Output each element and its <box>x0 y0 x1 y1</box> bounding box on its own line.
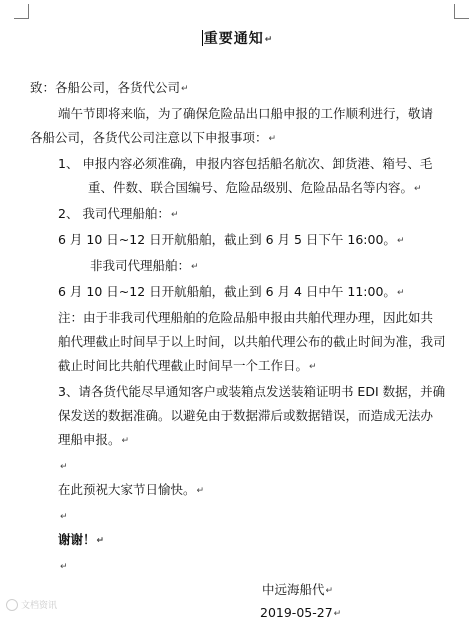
paragraph-mark: ↵ <box>414 184 422 194</box>
item-1-line-2 <box>88 180 422 197</box>
intro-text-2: 各船公司，各货代公司注意以下申报事项： <box>30 130 268 145</box>
other-vessel-deadline <box>58 284 404 301</box>
text-cursor <box>202 30 203 46</box>
item-1-line-1 <box>58 156 432 172</box>
intro-line-1 <box>58 106 433 122</box>
paragraph-mark: ↵ <box>325 586 334 596</box>
salutation-text: 致：各船公司，各货代公司 <box>30 80 181 95</box>
item-3-text-2: 保发送的数据准确。以避免由于数据滞后或数据错误，而造成无法办 <box>58 408 434 423</box>
item-1-text-1: 1、 申报内容必须准确，申报内容包括船名航次、卸货港、箱号、毛 <box>58 156 433 171</box>
corner-mark-top-left <box>14 4 29 19</box>
item-2-heading <box>58 206 178 223</box>
paragraph-mark: ↵ <box>264 35 274 45</box>
item-3-text-3: 理船申报。 <box>58 432 121 447</box>
paragraph-mark: ↵ <box>396 236 405 246</box>
item-1-text-2: 重、件数、联合国编号、危险品级别、危险品品名等内容。 <box>88 180 414 195</box>
other-vessel-heading-text: 非我司代理船舶： <box>90 258 191 273</box>
paragraph-mark: ↵ <box>309 362 317 372</box>
item-3-text-1: 3、请各货代能尽早通知客户或装箱点发送装箱证明书 EDI 数据，并确 <box>58 384 446 399</box>
watermark-icon <box>6 599 18 611</box>
paragraph-mark: ↵ <box>181 84 189 94</box>
item-3-line-3 <box>58 432 129 449</box>
holiday-wishes <box>58 482 204 499</box>
own-vessel-deadline-text: 6 月 10 日~12 日开航船舶，截止到 6 月 5 日下午 16:00。 <box>58 232 396 247</box>
intro-text-1: 端午节即将来临，为了确保危险品出口船申报的工作顺利进行，敬请 <box>58 106 434 121</box>
intro-line-2 <box>30 130 276 147</box>
watermark-text: 文档资讯 <box>21 601 58 611</box>
other-vessel-heading <box>90 258 199 275</box>
paragraph-mark: ↵ <box>191 262 199 272</box>
watermark <box>6 598 57 611</box>
signature-date <box>260 605 341 622</box>
paragraph-mark: ↵ <box>170 210 179 220</box>
paragraph-mark: ↵ <box>96 536 105 546</box>
item-3-line-2 <box>58 408 433 424</box>
item-3-line-1 <box>58 384 445 400</box>
paragraph-mark: ↵ <box>333 609 342 619</box>
signature-company-text: 中远海船代 <box>262 582 325 597</box>
other-vessel-deadline-text: 6 月 10 日~12 日开航船舶，截止到 6 月 4 日中午 11:00。 <box>58 284 396 299</box>
item-2-text: 2、 我司代理船舶： <box>58 206 170 221</box>
signature-company <box>262 582 333 599</box>
own-vessel-deadline <box>58 232 404 249</box>
salutation-line <box>30 80 189 97</box>
document-title <box>0 30 475 49</box>
title-text: 重要通知 <box>203 31 264 47</box>
note-line-2 <box>58 334 446 350</box>
signature-date-text: 2019-05-27 <box>260 605 333 620</box>
paragraph-mark: ↵ <box>396 288 405 298</box>
empty-paragraph-mark: ↵ <box>60 512 68 522</box>
thanks-text: 谢谢！ <box>58 532 96 547</box>
thanks-line <box>58 532 104 549</box>
empty-paragraph-mark: ↵ <box>60 462 68 472</box>
note-line-1 <box>58 310 433 326</box>
note-text-3: 截止时间比共舶代理截止时间早一个工作日。 <box>58 358 309 373</box>
paragraph-mark: ↵ <box>121 436 130 446</box>
corner-mark-top-right <box>454 4 469 19</box>
holiday-wishes-text: 在此预祝大家节日愉快。 <box>58 482 196 497</box>
note-text-1: 注：由于非我司代理船舶的危险品船申报由共舶代理办理，因此如共 <box>58 310 434 325</box>
paragraph-mark: ↵ <box>196 486 205 496</box>
note-line-3 <box>58 358 317 375</box>
empty-paragraph-mark: ↵ <box>60 562 68 572</box>
paragraph-mark: ↵ <box>268 134 277 144</box>
note-text-2: 舶代理截止时间早于以上时间，以共舶代理公布的截止时间为准，我司 <box>58 334 446 349</box>
